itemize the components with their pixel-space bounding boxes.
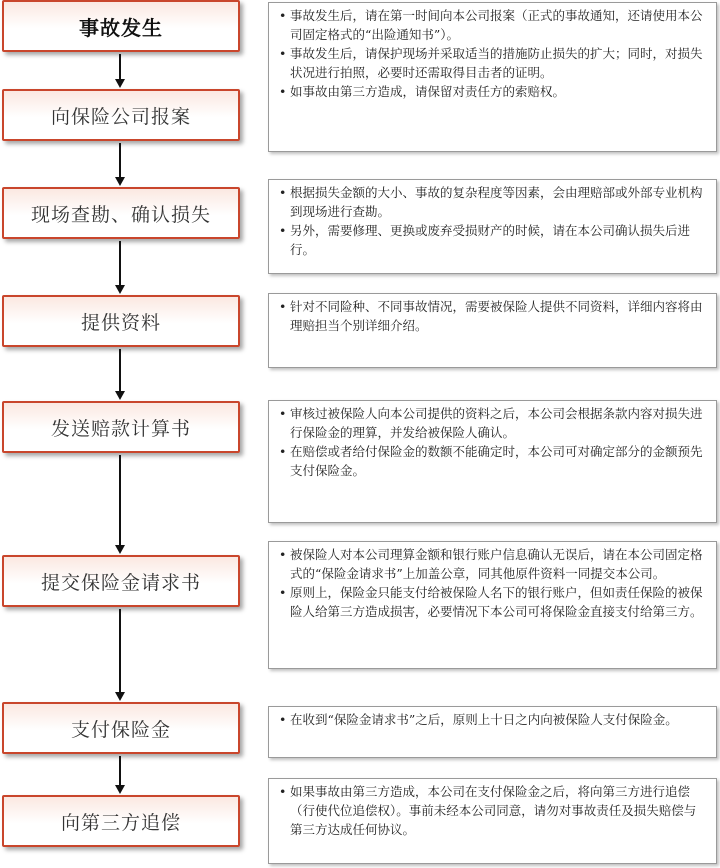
note-report bbox=[268, 2, 717, 152]
note-item: • 在收到“保险金请求书”之后，原则上十日之内向被保险人支付保险金。 bbox=[279, 710, 708, 729]
note-item: • 事故发生后，请在第一时间向本公司报案（正式的事故通知，还请使用本公司固定格式的“出险通知书”）。 bbox=[279, 6, 708, 44]
step-third-party-recovery: 向第三方追偿 bbox=[2, 795, 240, 847]
step-send-calculation: 发送赔款计算书 bbox=[2, 401, 240, 453]
note-survey bbox=[268, 179, 717, 274]
step-accident-occurs: 事故发生 bbox=[2, 0, 240, 52]
note-item: • 在赔偿或者给付保险金的数额不能确定时，本公司可对确定部分的金额预先支付保险金。 bbox=[279, 442, 708, 480]
note-claim-request bbox=[268, 541, 717, 669]
step-submit-claim-request: 提交保险金请求书 bbox=[2, 555, 240, 607]
note-item: • 被保险人对本公司理算金额和银行账户信息确认无误后，请在本公司固定格式的“保险金请求书”上加盖公章，同其他原件资料一同提交本公司。 bbox=[279, 545, 708, 583]
note-calculation bbox=[268, 400, 717, 523]
step-report-to-insurer: 向保险公司报案 bbox=[2, 89, 240, 141]
note-item: • 审核过被保险人向本公司提供的资料之后，本公司会根据条款内容对损失进行保险金的理算，并发给被保险人确认。 bbox=[279, 404, 708, 442]
note-item: • 针对不同险种、不同事故情况，需要被保险人提供不同资料，详细内容将由理赔担当个别详细介绍。 bbox=[279, 297, 708, 335]
step-site-survey: 现场查勘、确认损失 bbox=[2, 187, 240, 239]
step-pay-insurance: 支付保险金 bbox=[2, 702, 240, 754]
note-recovery bbox=[268, 778, 717, 864]
note-item: • 根据损失金额的大小、事故的复杂程度等因素，会由理赔部或外部专业机构到现场进行查勘。 bbox=[279, 183, 708, 221]
note-item: • 另外，需要修理、更换或废弃受损财产的时候，请在本公司确认损失后进行。 bbox=[279, 221, 708, 259]
note-payment bbox=[268, 706, 717, 758]
step-provide-documents: 提供资料 bbox=[2, 295, 240, 347]
note-item: • 事故发生后，请保护现场并采取适当的措施防止损失的扩大；同时，对损失状况进行拍照，必要时还需取得目击者的证明。 bbox=[279, 44, 708, 82]
note-item: • 如果事故由第三方造成，本公司在支付保险金之后，将向第三方进行追偿（行使代位追偿权）。事前未经本公司同意，请勿对事故责任及损失赔偿与第三方达成任何协议。 bbox=[279, 782, 708, 839]
note-item: • 如事故由第三方造成，请保留对责任方的索赔权。 bbox=[279, 82, 708, 101]
note-documents bbox=[268, 293, 717, 368]
note-item: • 原则上，保险金只能支付给被保险人名下的银行账户，但如责任保险的被保险人给第三方造成损害，必要情况下本公司可将保险金直接支付给第三方。 bbox=[279, 583, 708, 621]
